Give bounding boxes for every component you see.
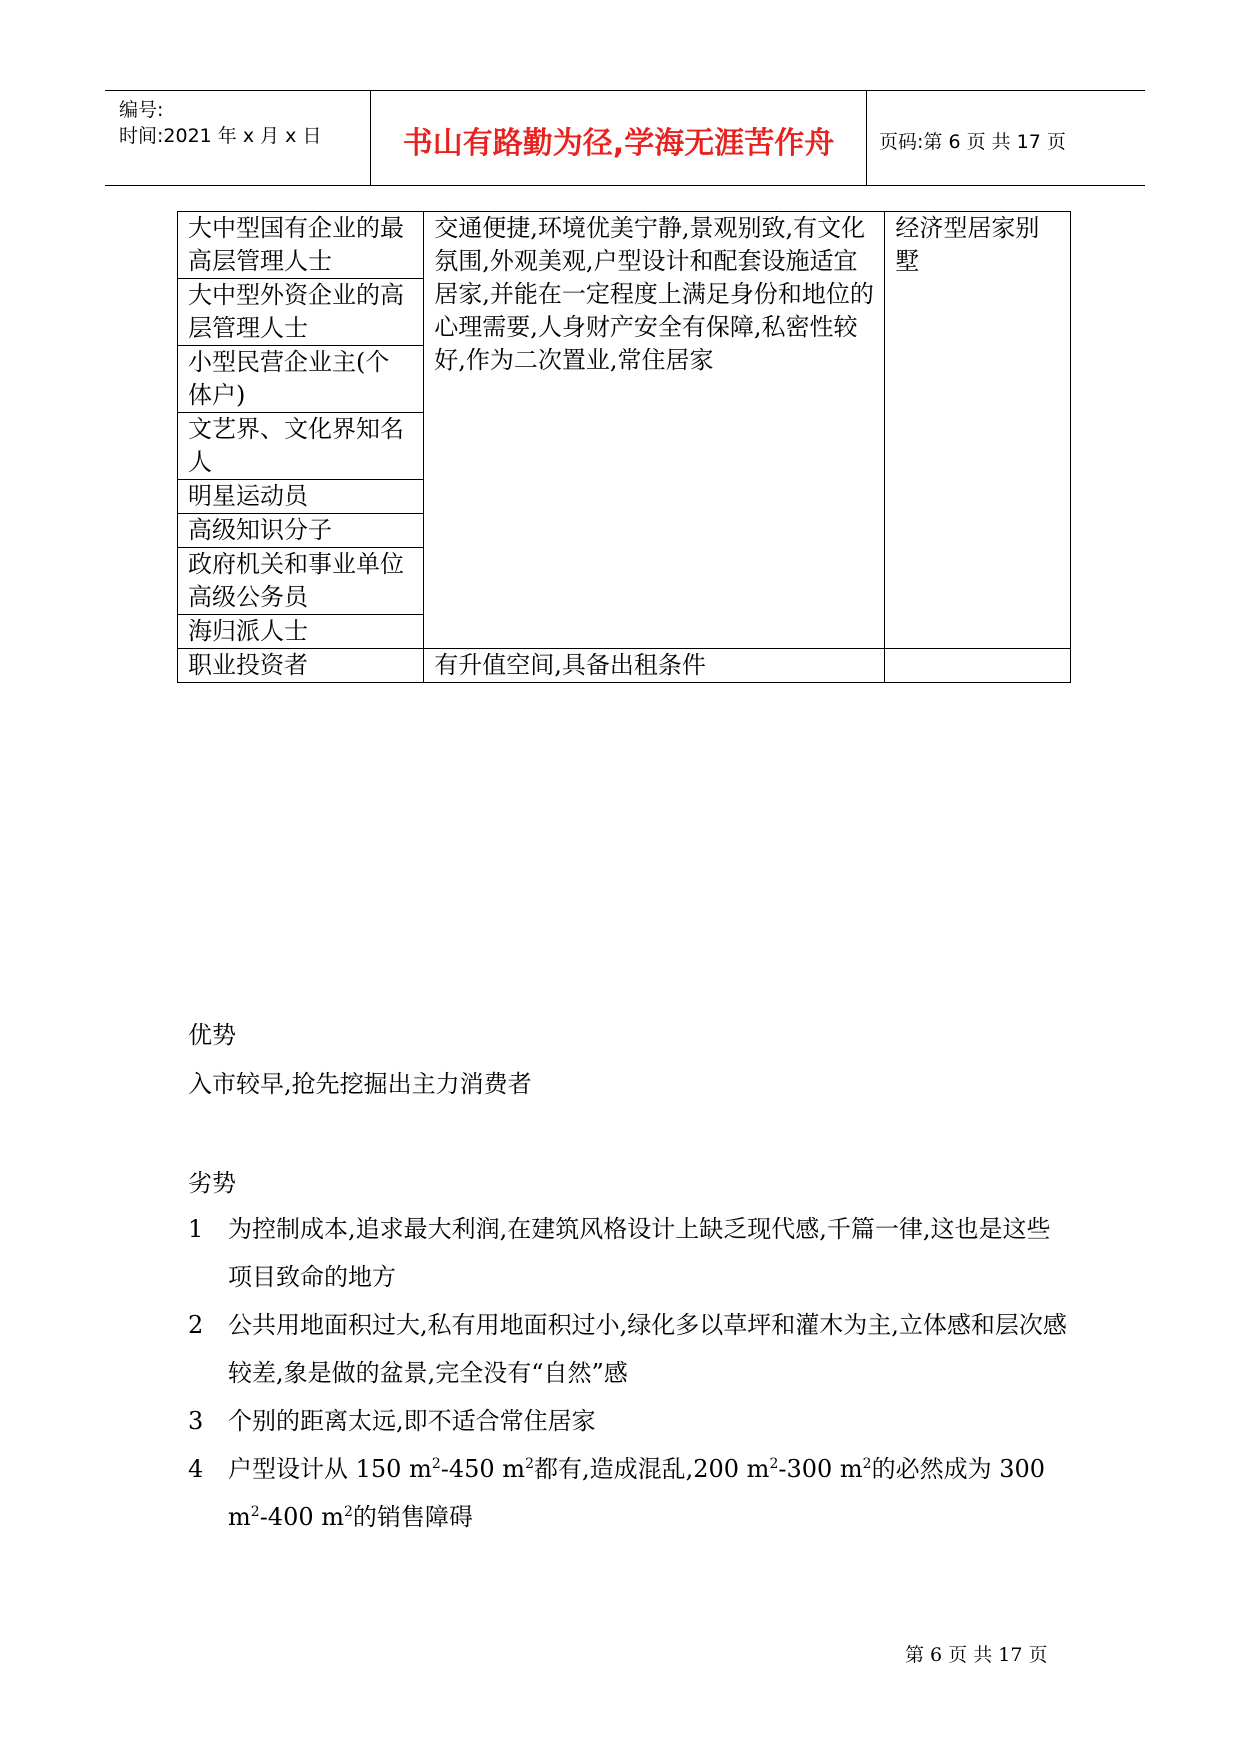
document-time-label: 时间:2021 年 x 月 x 日 — [119, 125, 322, 147]
superscript: 2 — [431, 1456, 441, 1472]
page-header — [105, 90, 1145, 186]
list-item-number: 4 — [188, 1455, 204, 1483]
text-segment: 户型设计从 150 m — [228, 1455, 432, 1483]
text-segment: -450 m — [440, 1455, 526, 1483]
table-row — [178, 212, 1071, 279]
table-row — [178, 649, 1071, 683]
product-type-cell: 经济型居家别墅 — [885, 212, 1071, 649]
advantages-heading: 优势 — [188, 1021, 236, 1049]
requirements-cell: 交通便捷,环境优美宁静,景观别致,有文化氛围,外观美观,户型设计和配套设施适宜居家,并能在一定程度上满足身份和地位的心理需要,人身财产安全有保障,私密性较好,作为二次置业,常住居家 — [424, 212, 885, 649]
list-item — [188, 1301, 1068, 1397]
header-motto: 书山有路勤为径,学海无涯苦作舟 — [402, 126, 835, 161]
text-segment: -400 m — [259, 1503, 344, 1531]
page-footer: 第 6 页 共 17 页 — [905, 1644, 1048, 1666]
table-cell: 大中型外资企业的高层管理人士 — [178, 279, 424, 346]
list-item-text — [228, 1445, 1068, 1541]
header-right-cell — [865, 91, 1145, 185]
table-cell: 大中型国有企业的最高层管理人士 — [178, 212, 424, 279]
text-segment: -300 m — [778, 1455, 863, 1483]
list-item-number: 3 — [188, 1407, 204, 1435]
list-item — [188, 1397, 1068, 1445]
list-item — [188, 1445, 1068, 1541]
superscript: 2 — [769, 1456, 779, 1472]
superscript: 2 — [862, 1456, 872, 1472]
table-cell: 文艺界、文化界知名人 — [178, 413, 424, 480]
table-cell: 明星运动员 — [178, 480, 424, 514]
list-item-text: 为控制成本,追求最大利润,在建筑风格设计上缺乏现代感,千篇一律,这也是这些项目致命的地方 — [228, 1215, 1051, 1291]
disadvantages-heading: 劣势 — [188, 1169, 236, 1197]
table-cell: 高级知识分子 — [178, 514, 424, 548]
text-segment: 的必然成为 300 m — [228, 1455, 1046, 1531]
superscript: 2 — [250, 1504, 260, 1520]
disadvantages-list — [188, 1205, 1068, 1541]
table-cell: 有升值空间,具备出租条件 — [424, 649, 885, 683]
list-item — [188, 1205, 1068, 1301]
superscript: 2 — [525, 1456, 534, 1472]
text-segment: 都有,造成混乱,200 m — [533, 1455, 770, 1483]
superscript: 2 — [344, 1504, 353, 1520]
table-cell: 政府机关和事业单位高级公务员 — [178, 548, 424, 615]
advantages-text: 入市较早,抢先挖掘出主力消费者 — [188, 1070, 532, 1098]
list-item-number: 1 — [188, 1215, 204, 1243]
list-item-text: 个别的距离太远,即不适合常住居家 — [228, 1407, 596, 1435]
header-left-cell — [105, 91, 370, 185]
header-page-number: 页码:第 6 页 共 17 页 — [879, 131, 1066, 153]
customer-table — [177, 211, 1071, 683]
table-cell: 职业投资者 — [178, 649, 424, 683]
list-item-text: 公共用地面积过大,私有用地面积过小,绿化多以草坪和灌木为主,立体感和层次感较差,象是做的盆景,完全没有“自然”感 — [228, 1311, 1067, 1387]
header-motto-cell — [370, 91, 867, 185]
table-cell — [885, 649, 1071, 683]
list-item-number: 2 — [188, 1311, 204, 1339]
table-cell: 海归派人士 — [178, 615, 424, 649]
document-number-label: 编号: — [119, 99, 164, 121]
table-cell: 小型民营企业主(个体户) — [178, 346, 424, 413]
text-segment: 的销售障碍 — [352, 1503, 473, 1531]
